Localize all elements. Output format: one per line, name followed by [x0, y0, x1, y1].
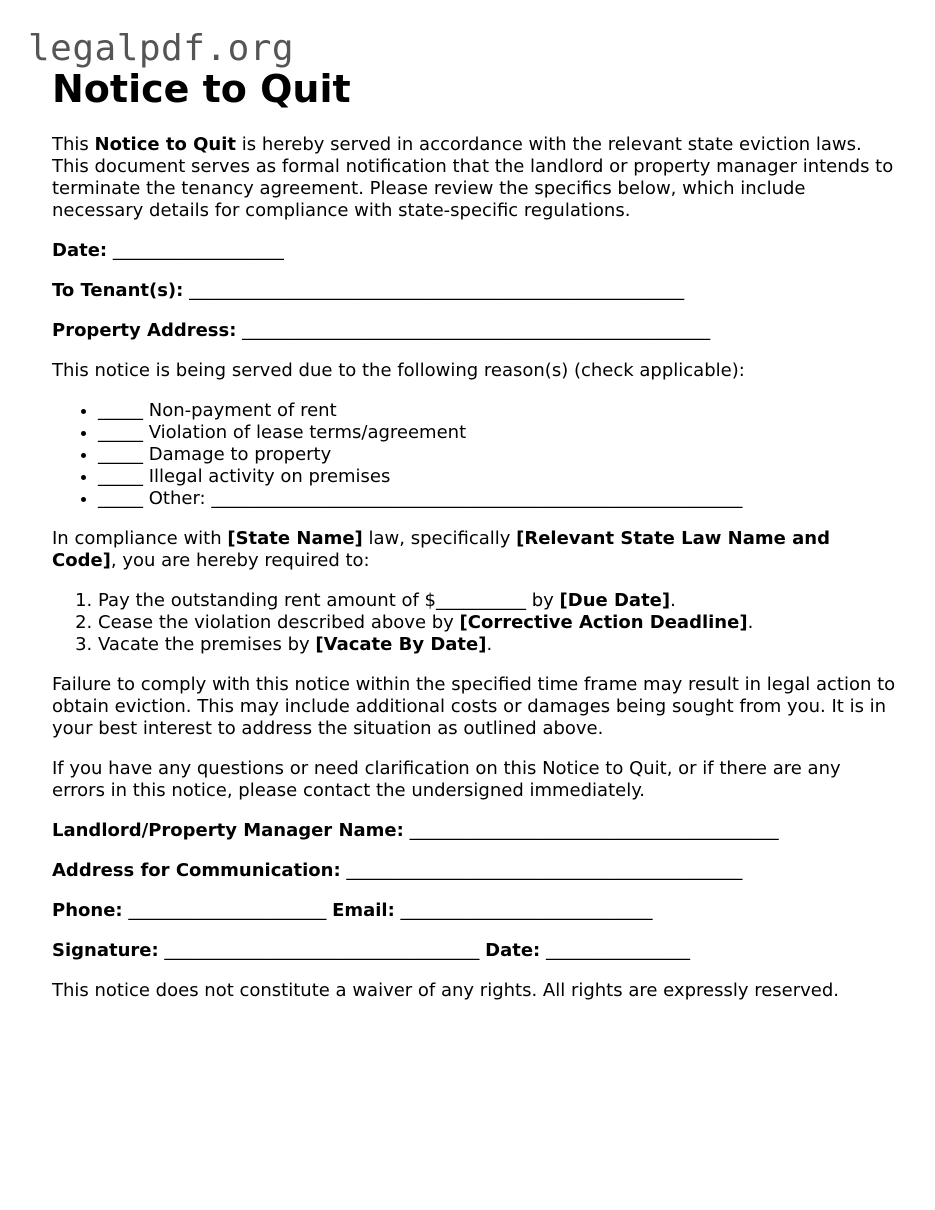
- reason-checkbox-blank[interactable]: _____: [98, 488, 143, 509]
- requirement-post: .: [486, 634, 493, 655]
- reason-item: [98, 466, 897, 488]
- reason-text: Other: ___________________________________________________________: [148, 488, 743, 509]
- date-field: [52, 240, 897, 262]
- phone-label: Phone:: [52, 900, 123, 921]
- intro-pre: This: [52, 134, 95, 155]
- property-address-label: Property Address:: [52, 320, 237, 341]
- requirement-pre: Pay the outstanding rent amount of $__________ by: [98, 590, 560, 611]
- reason-checkbox-blank[interactable]: _____: [98, 466, 143, 487]
- property-address-field: [52, 320, 897, 342]
- reason-item: [98, 400, 897, 422]
- reason-item: [98, 422, 897, 444]
- intro-post: is hereby served in accordance with the relevant state eviction laws. This document serves as formal notification that the landlord or property manager intends to terminate the tenancy agreement. Please review the specifics below, which include necessary details for compliance with state-specific regulations.: [52, 134, 894, 221]
- phone-blank[interactable]: ______________________: [128, 900, 327, 921]
- reasons-list: [52, 400, 897, 510]
- tenants-label: To Tenant(s):: [52, 280, 184, 301]
- intro-bold: Notice to Quit: [94, 134, 236, 155]
- date-label: Date:: [52, 240, 108, 261]
- requirement-bold: [Vacate By Date]: [315, 634, 487, 655]
- state-name-placeholder: [State Name]: [227, 528, 363, 549]
- watermark-logo: legalpdf.org: [28, 28, 295, 69]
- email-blank[interactable]: ____________________________: [400, 900, 653, 921]
- communication-address-field: [52, 860, 897, 882]
- document-title: Notice to Quit: [52, 67, 351, 111]
- closing-statement: This notice does not constitute a waiver of any rights. All rights are expressly reserved.: [52, 980, 840, 1001]
- compliance-pre: In compliance with: [52, 528, 228, 549]
- signature-date-field: [52, 940, 897, 962]
- property-address-blank[interactable]: ____________________________________________________: [242, 320, 711, 341]
- reason-item: [98, 444, 897, 466]
- tenants-field: [52, 280, 897, 302]
- reason-text: Non-payment of rent: [148, 400, 337, 421]
- signature-label: Signature:: [52, 940, 159, 961]
- requirement-item: [98, 634, 897, 656]
- compliance-mid: law, specifically: [362, 528, 517, 549]
- compliance-post: , you are hereby required to:: [110, 550, 370, 571]
- requirements-list: [52, 590, 897, 656]
- signature-date-blank[interactable]: ________________: [546, 940, 690, 961]
- communication-address-blank[interactable]: ____________________________________________: [346, 860, 743, 881]
- reason-item: [98, 488, 897, 510]
- requirement-item: [98, 590, 897, 612]
- reason-text: Damage to property: [148, 444, 332, 465]
- reason-checkbox-blank[interactable]: _____: [98, 422, 143, 443]
- requirement-pre: Cease the violation described above by: [98, 612, 460, 633]
- questions-paragraph: If you have any questions or need clarification on this Notice to Quit, or if there are any errors in this notice, please contact the undersigned immediately.: [52, 758, 841, 801]
- requirement-bold: [Due Date]: [559, 590, 671, 611]
- manager-name-blank[interactable]: _________________________________________: [409, 820, 779, 841]
- date-blank[interactable]: ___________________: [112, 240, 284, 261]
- reason-text: Illegal activity on premises: [148, 466, 391, 487]
- requirement-bold: [Corrective Action Deadline]: [459, 612, 748, 633]
- document-body: [52, 68, 897, 1002]
- manager-name-label: Landlord/Property Manager Name:: [52, 820, 404, 841]
- requirement-item: [98, 612, 897, 634]
- requirement-pre: Vacate the premises by: [98, 634, 316, 655]
- email-label: Email:: [332, 900, 395, 921]
- failure-paragraph: Failure to comply with this notice within the specified time frame may result in legal action to obtain eviction. This may include additional costs or damages being sought from you. It is in your best interest to address the situation as outlined above.: [52, 674, 896, 739]
- reason-text: Violation of lease terms/agreement: [148, 422, 467, 443]
- requirement-post: .: [670, 590, 676, 611]
- compliance-paragraph: [52, 528, 897, 572]
- communication-address-label: Address for Communication:: [52, 860, 341, 881]
- reasons-lead: This notice is being served due to the following reason(s) (check applicable):: [52, 360, 745, 381]
- requirement-post: .: [747, 612, 754, 633]
- reason-checkbox-blank[interactable]: _____: [98, 400, 143, 421]
- phone-email-field: [52, 900, 897, 922]
- signature-date-label: Date:: [485, 940, 541, 961]
- intro-paragraph: [52, 134, 897, 222]
- tenants-blank[interactable]: _______________________________________________________: [189, 280, 685, 301]
- reason-checkbox-blank[interactable]: _____: [98, 444, 143, 465]
- manager-name-field: [52, 820, 897, 842]
- signature-blank[interactable]: ___________________________________: [164, 940, 480, 961]
- law-name-placeholder: [Relevant State Law Name and Code]: [52, 528, 830, 571]
